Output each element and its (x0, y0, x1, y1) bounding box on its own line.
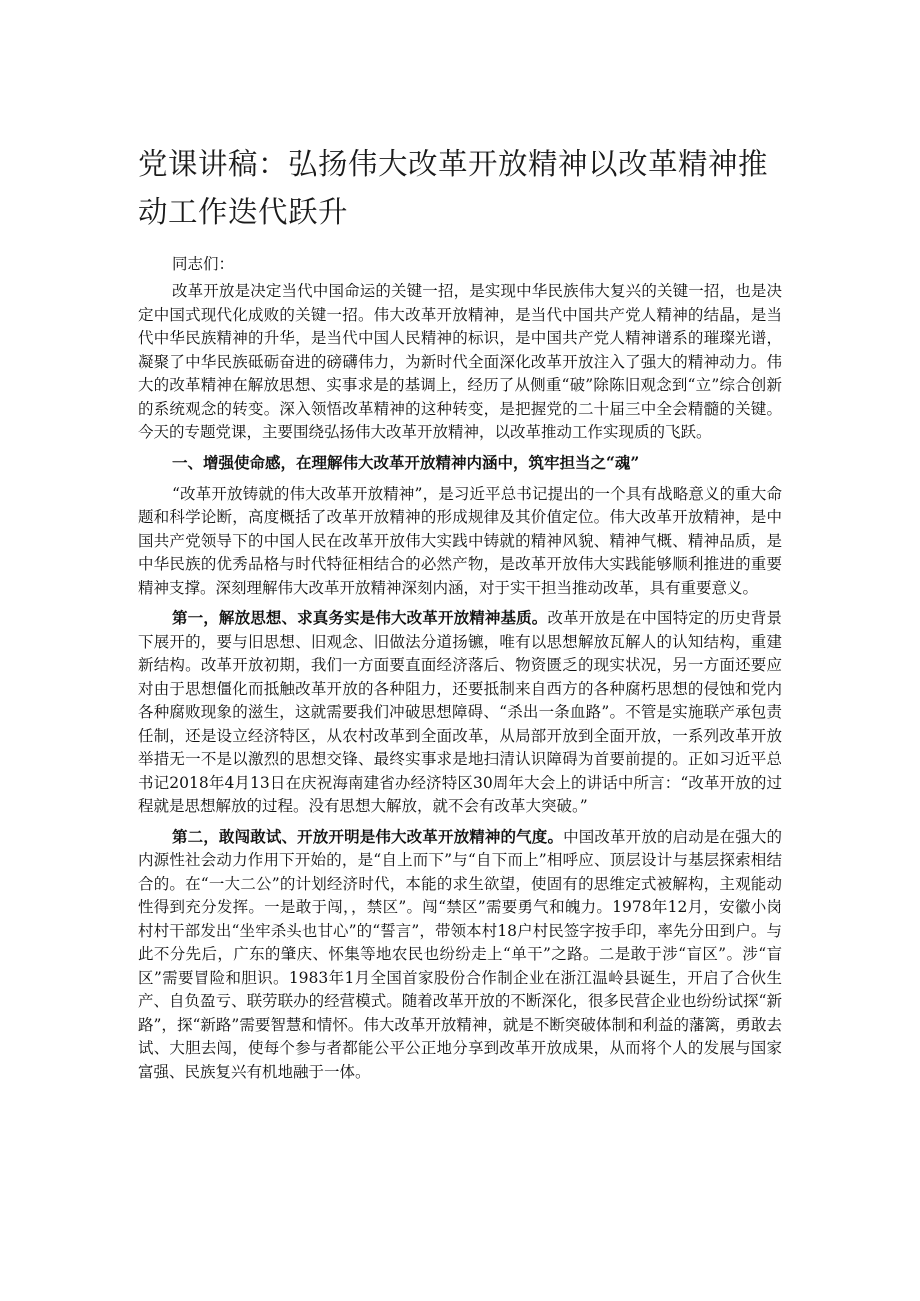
point-one-lead: 第一，解放思想、求真务实是伟大改革开放精神基质。 (172, 608, 548, 627)
section-heading: 一、增强使命感，在理解伟大改革开放精神内涵中，筑牢担当之“魂” (172, 452, 640, 472)
intro-paragraph: 改革开放是决定当代中国命运的关键一招，是实现中华民族伟大复兴的关键一招，也是决定中国式现代化成败的关键一招。伟大改革开放精神，是当代中国共产党人精神的结晶，是当代中华民族精神的升华，是当代中国人民精神的标识，是中国共产党人精神谱系的璀璨光谱，凝聚了中华民族砥砺奋进的磅礴伟力，为新时代全面深化改革开放注入了强大的精神动力。伟大的改革精神在解放思想、实事求是的基调上，经历了从侧重“破”除陈旧观念到“立”综合创新的系统观念的转变。深入领悟改革精神的这种转变，是把握党的二十届三中全会精髓的关键。今天的专题党课，主要围绕弘扬伟大改革开放精神，以改革推动工作实现质的飞跃。 (138, 282, 782, 441)
section-intro-paragraph: “改革开放铸就的伟大改革开放精神”，是习近平总书记提出的一个具有战略意义的重大命题和科学论断，高度概括了改革开放精神的形成规律及其价值定位。伟大改革开放精神，是中国共产党领导下的中国人民在改革开放伟大实践中铸就的精神风貌、精神气概、精神品质，是中华民族的优秀品格与时代特征相结合的必然产物，是改革开放伟大实践能够顺利推进的重要精神支撑。深刻理解伟大改革开放精神深刻内涵，对于实干担当推动改革，具有重要意义。 (138, 484, 782, 597)
document-page (138, 140, 782, 1090)
point-two-lead: 第二，敢闯敢试、开放开明是伟大改革开放精神的气度。 (172, 826, 564, 846)
salutation: 同志们： (172, 255, 235, 273)
page-title: 党课讲稿：弘扬伟大改革开放精神以改革精神推动工作迭代跃升 (138, 147, 769, 229)
point-two-paragraph (138, 825, 782, 1085)
point-two-body: 中国改革开放的启动是在强大的内源性社会动力作用下开始的，是“自上而下”与“自下而上”相呼应、顶层设计与基层探索相结合的。在“一大二公”的计划经济时代，本能的求生欲望，使固有的思维定式被解构，主观能动性得到充分发挥。一是敢于闯，，禁区”。闯“禁区”需要勇气和魄力。1978年12月，安徽小岗村村干部发出“坐牢杀头也甘心”的“誓言”，带领本村18户村民签字按手印，率先分田到户。与此不分先后，广东的肇庆、怀集等地农民也纷纷走上“单干”之路。二是敢于涉“盲区”。涉“盲区”需要冒险和胆识。1983年1月全国首家股份合作制企业在浙江温岭县诞生，开启了合伙生产、自负盈亏、联劳联办的经营模式。随着改革开放的不断深化，很多民营企业也纷纷试探“新路”，探“新路”需要智慧和情怀。伟大改革开放精神，就是不断突破体制和利益的藩篱，勇敢去试、大胆去闯，使每个参与者都能公平公正地分享到改革开放成果，从而将个人的发展与国家富强、民族复兴有机地融于一体。 (138, 827, 782, 1081)
point-one-paragraph (138, 606, 782, 819)
point-one-body: 改革开放是在中国特定的历史背景下展开的，要与旧思想、旧观念、旧做法分道扬镳，唯有以思想解放瓦解人的认知结构，重建新结构。改革开放初期，我们一方面要直面经济落后、物资匮乏的现实状况，另一方面还要应对由于思想僵化而抵触改革开放的各种阻力，还要抵制来自西方的各种腐朽思想的侵蚀和党内各种腐败现象的滋生，这就需要我们冲破思想障碍、“杀出一条血路”。不管是实施联产承包责任制，还是设立经济特区，从农村改革到全面改革，从局部开放到全面开放，一系列改革开放举措无一不是以激烈的思想交锋、最终实事求是地扫清认识障碍为首要前提的。正如习近平总书记2018年4月13日在庆祝海南建省办经济特区30周年大会上的讲话中所言：“改革开放的过程就是思想解放的过程。没有思想大解放，就不会有改革大突破。” (138, 609, 782, 815)
